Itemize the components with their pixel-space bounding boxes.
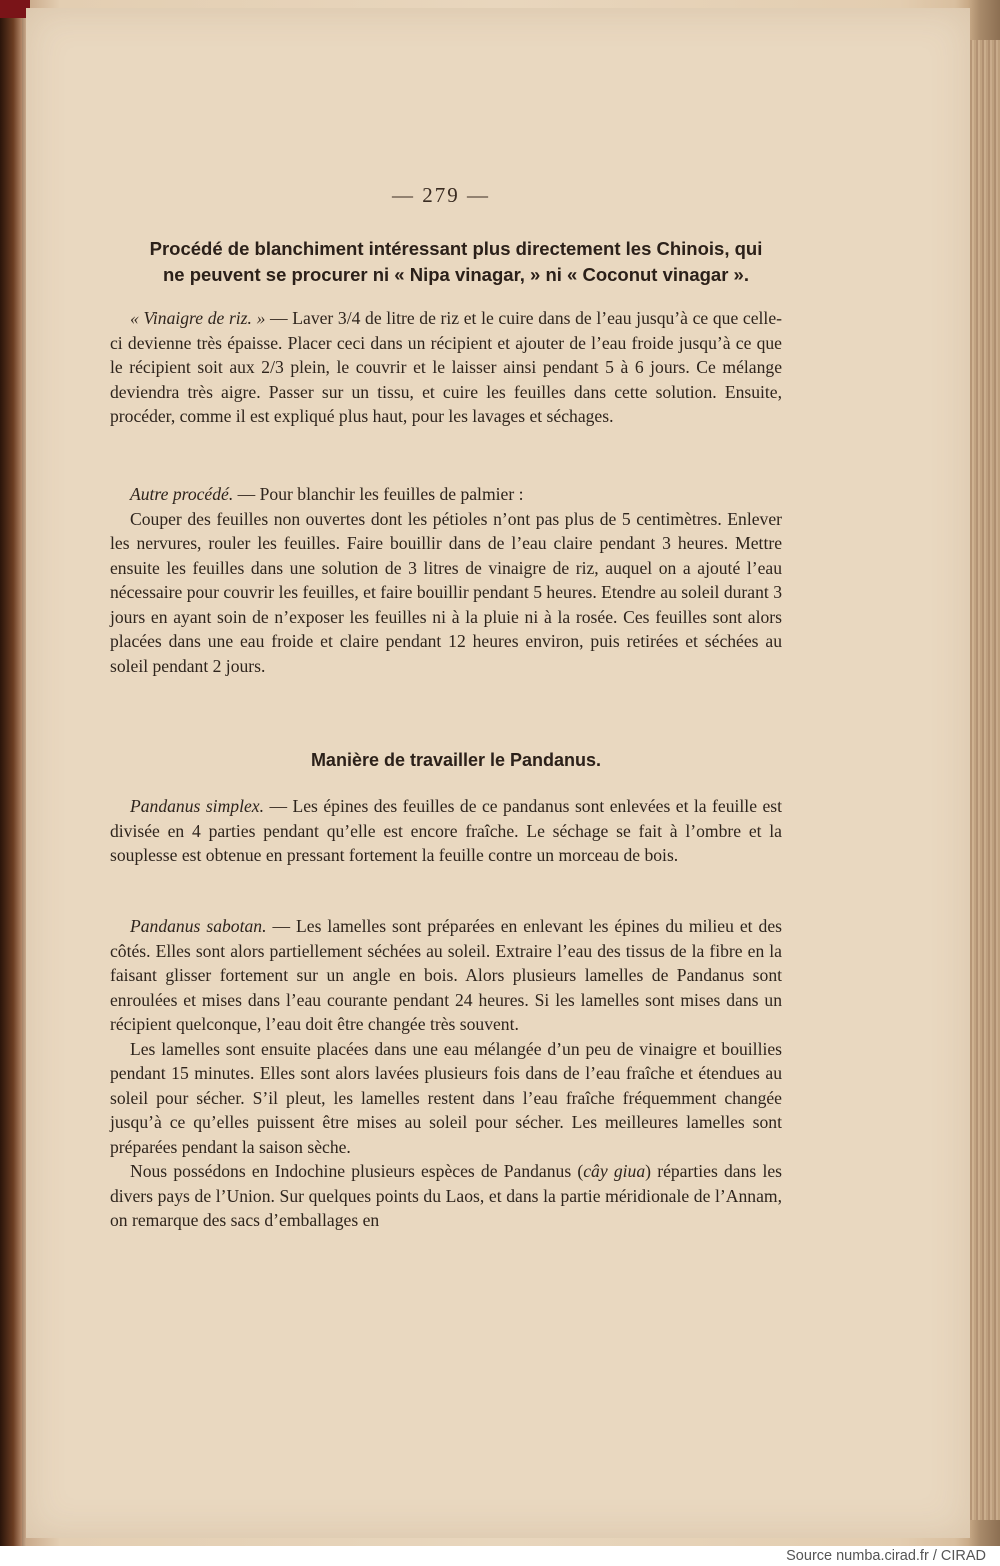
paragraph-text: Nous possédons en Indochine plusieurs espèces de Pandanus ( [130, 1161, 584, 1181]
paper-sheet [26, 8, 970, 1538]
paragraph-vinaigre [110, 306, 782, 429]
paragraph-text: — Les lamelles sont préparées en enlevant les épines du milieu et des côtés. Elles sont alors partiellement séchées au soleil. Extraire l’eau des tissus de la fibre en la faisant glisser fortement sur un angle en bois. Alors plusieurs lamelles de Pandanus sont enroulées et mises dans l’eau courante pendant 24 heures. Si les lamelles sont mises dans un récipient quelconque, l’eau doit être changée très souvent. [110, 916, 782, 1034]
paragraph-text: — Les épines des feuilles de ce pandanus sont enlevées et la feuille est divisée en 4 parties pendant qu’elle est encore fraîche. Le séchage se fait à l’ombre et la souplesse est obtenue en pressant fortement la feuille contre un morceau de bois. [110, 796, 783, 865]
paragraph-lead: Autre procédé. [130, 484, 234, 504]
section-heading-pandanus: Manière de travailler le Pandanus. [310, 750, 602, 770]
page-edges [968, 40, 1000, 1520]
source-caption: Source numba.cirad.fr / CIRAD [786, 1548, 986, 1564]
paragraph-text: ) réparties dans les divers pays de l’Union. Sur quelques points du Laos, et dans la partie méridionale de l’Annam, on remarque des sacs d’emballages en [110, 1161, 782, 1230]
section-heading-line-1: Procédé de blanchiment intéressant plus directement les Chinois, qui [149, 238, 763, 259]
page-number: — 279 — [392, 183, 490, 207]
paragraph-autre-procede [110, 482, 782, 678]
paragraph-text: Couper des feuilles non ouvertes dont les pétioles n’ont pas plus de 5 centimètres. Enlever les nervures, rouler les feuilles. Faire bouillir dans de l’eau claire pendant 3 heures. Mettre ensuite les feuilles dans une solution de 3 litres de vinaigre de riz, auquel on a ajouté l’eau nécessaire pour couvrir les feuilles, et faire bouillir pendant 5 heures. Etendre au soleil durant 3 jours en ayant soin de n’exposer les feuilles ni à la pluie ni à la rosée. Ces feuilles sont alors placées dans une eau froide et claire pendant 12 heures environ, puis retirées et séchées au soleil pendant 2 jours. [110, 508, 782, 676]
section-heading-line-2: ne peuvent se procurer ni « Nipa vinagar, » ni « Coconut vinagar ». [162, 264, 749, 285]
paragraph-pandanus-sabotan [110, 914, 782, 1233]
paragraph-lead: Pandanus sabotan. [130, 916, 267, 936]
paragraph-text: — Laver 3/4 de litre de riz et le cuire dans de l’eau jusqu’à ce que celle-ci devienne très épaisse. Placer ceci dans un récipient et ajouter de l’eau froide jusqu’à ce que le récipient soit aux 2/3 plein, le couvrir et le laisser ainsi pendant 5 à 6 jours. Ce mélange deviendra très aigre. Passer sur un tissu, et cuire les feuilles dans cette solution. Ensuite, procéder, comme il est expliqué plus haut, pour les lavages et séchages. [110, 308, 782, 426]
paragraph-lead: « Vinaigre de riz. » [130, 308, 266, 328]
paragraph-text: Les lamelles sont ensuite placées dans une eau mélangée d’un peu de vinaigre et bouillies pendant 15 minutes. Elles sont alors lavées plusieurs fois dans de l’eau fraîche et étendues au soleil pour sécher. S’il pleut, les lamelles restent dans l’eau fraîche fréquemment changée jusqu’à ce qu’elles puissent être mises au soleil pour sécher. Les meilleures lamelles sont préparées pendant la saison sèche. [110, 1038, 782, 1157]
paragraph-lead: Pandanus simplex. [130, 796, 264, 816]
paragraph-italic-term: cây giua [583, 1161, 646, 1181]
book-binding [0, 0, 22, 1546]
paragraph-text: — Pour blanchir les feuilles de palmier : [233, 484, 524, 504]
paragraph-pandanus-simplex [110, 794, 782, 868]
